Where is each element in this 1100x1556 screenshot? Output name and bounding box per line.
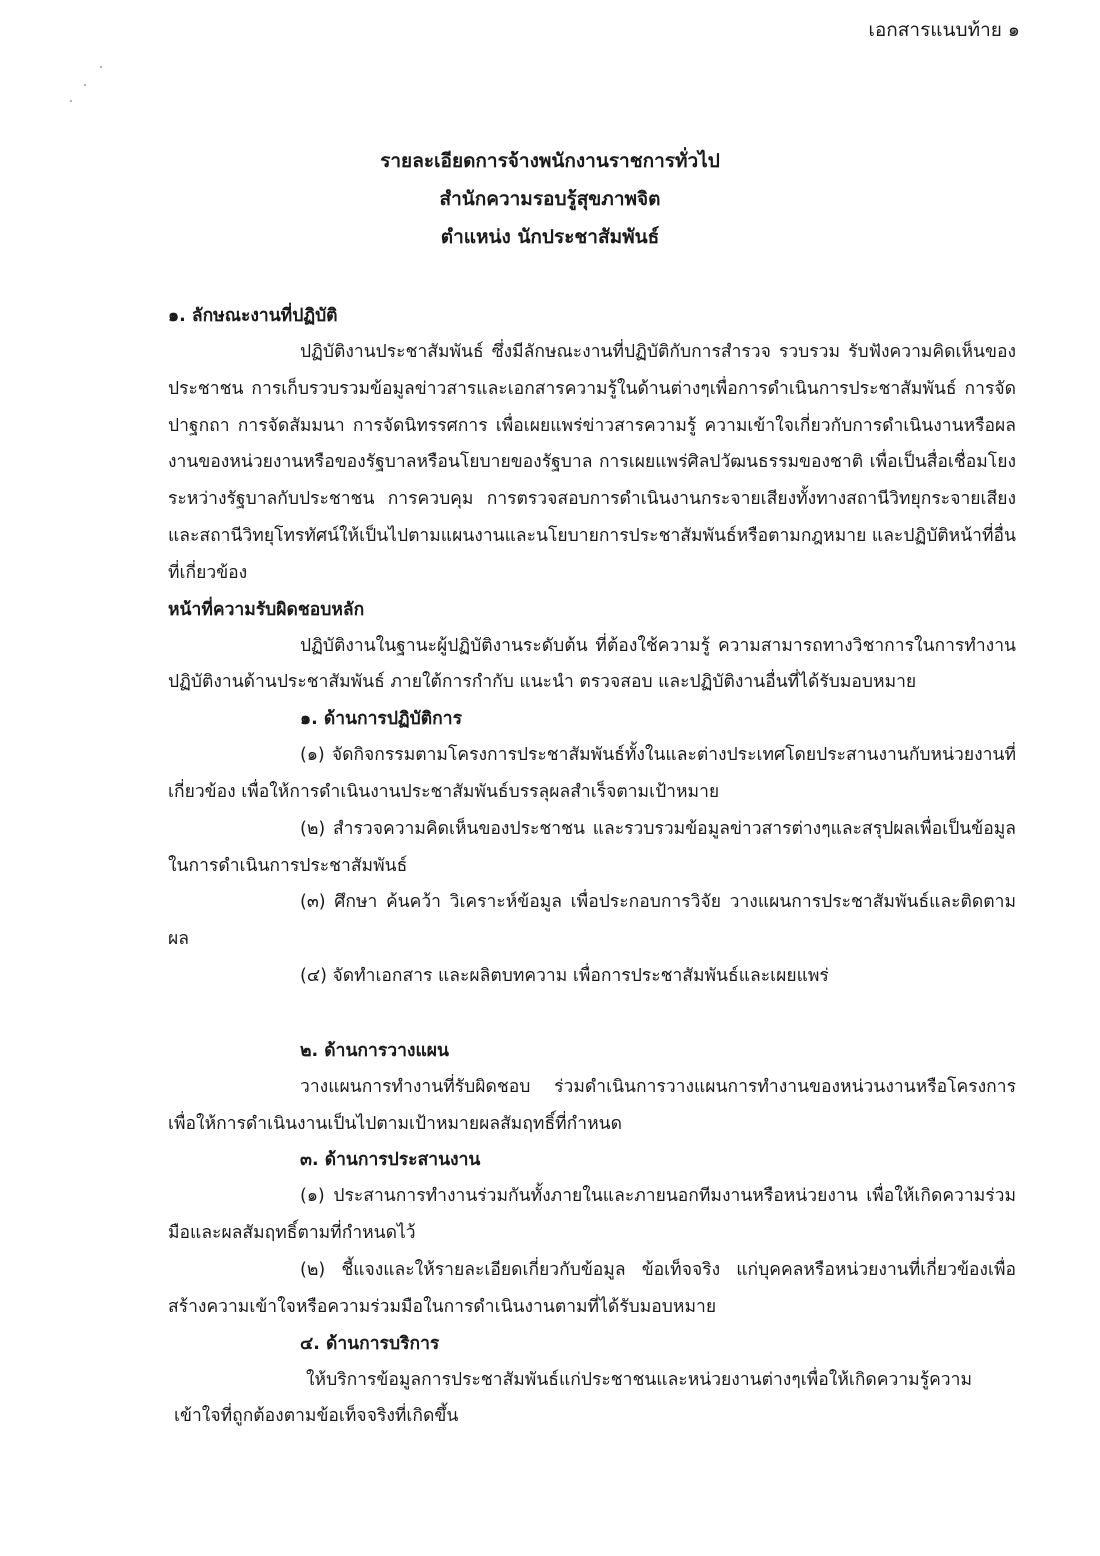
operations-item-2: (๒) สำรวจความคิดเห็นของประชาชน และรวบรวมข้อมูลข่าวสารต่างๆและสรุปผลเพื่อเป็นข้อมูล ในการดำเนินการประชาสัมพันธ์	[168, 818, 1016, 876]
subsection-heading-operations: ๑. ด้านการปฏิบัติการ	[300, 709, 462, 730]
subsection-heading-planning: ๒. ด้านการวางแผน	[300, 1040, 449, 1061]
operations-item-3: (๓) ศึกษา ค้นคว้า วิเคราะห์ข้อมูล เพื่อประกอบการวิจัย วางแผนการประชาสัมพันธ์และติดตามผล	[168, 892, 1016, 950]
document-body	[168, 298, 1016, 1435]
service-paragraph: ให้บริการข้อมูลการประชาสัมพันธ์แก่ประชาชนและหน่วยงานต่างๆเพื่อให้เกิดความรู้ความเข้าใจที่ถูกต้องตามข้อเท็จจริงที่เกิดขึ้น	[174, 1369, 972, 1427]
job-nature-paragraph: ปฏิบัติงานประชาสัมพันธ์ ซึ่งมีลักษณะงานที่ปฏิบัติกับการสำรวจ รวบรวม รับฟังความคิดเห็นของประชาชน การเก็บรวบรวมข้อมูลข่าวสารและเอกสารความรู้ในด้านต่างๆเพื่อการดำเนินการประชาสัมพันธ์ การจัดปาฐกถา การจัดสัมมนา การจัดนิทรรศการ เพื่อเผยแพร่ข่าวสารความรู้ ความเข้าใจเกี่ยวกับการดำเนินงานหรือผลงานของหน่วยงานหรือของรัฐบาลหรือนโยบายของรัฐบาล การเผยแพร่ศิลปวัฒนธรรมของชาติ เพื่อเป็นสื่อเชื่อมโยงระหว่างรัฐบาลกับประชาชน การควบคุม การตรวจสอบการดำเนินงานกระจายเสียงทั้งทางสถานีวิทยุกระจายเสียงและสถานีวิทยุโทรทัศน์ให้เป็นไปตามแผนงานและนโยบายการประชาสัมพันธ์หรือตามกฎหมาย และปฏิบัติหน้าที่อื่นที่เกี่ยวข้อง	[168, 342, 1016, 583]
section-heading-main-duties: หน้าที่ความรับผิดชอบหลัก	[168, 599, 365, 620]
operations-item-4: (๔) จัดทำเอกสาร และผลิตบทความ เพื่อการประชาสัมพันธ์และเผยแพร่	[300, 965, 829, 986]
title-line-2: สำนักความรอบรู้สุขภาพจิต	[439, 188, 661, 210]
document-title	[0, 142, 1100, 256]
subsection-heading-service: ๔. ด้านการบริการ	[300, 1333, 440, 1354]
title-line-1: รายละเอียดการจ้างพนักงานราชการทั่วไป	[380, 150, 720, 172]
subsection-heading-coordination: ๓. ด้านการประสานงาน	[300, 1150, 481, 1171]
title-line-3: ตำแหน่ง นักประชาสัมพันธ์	[440, 226, 660, 248]
operations-item-1: (๑) จัดกิจกรรมตามโครงการประชาสัมพันธ์ทั้งในและต่างประเทศโดยประสานงานกับหน่วยงานที่เกี่ยวข้อง เพื่อให้การดำเนินงานประชาสัมพันธ์บรรลุผลสำเร็จตามเป้าหมาย	[168, 745, 1016, 802]
section-heading-job-nature: ๑. ลักษณะงานที่ปฏิบัติ	[168, 306, 338, 326]
attachment-label: เอกสารแนบท้าย ๑	[868, 19, 1020, 41]
coordination-item-1: (๑) ประสานการทำงานร่วมกันทั้งภายในและภายนอกทีมงานหรือหน่วยงาน เพื่อให้เกิดความร่วมมือและผลสัมฤทธิ์ตามที่กำหนดไว้	[168, 1186, 1016, 1244]
planning-paragraph: วางแผนการทำงานที่รับผิดชอบ ร่วมดำเนินการวางแผนการทำงานของหน่วนงานหรือโครงการเพื่อให้การดำเนินงานเป็นไปตามเป้าหมายผลสัมฤทธิ์ที่กำหนด	[168, 1076, 1016, 1134]
main-duties-paragraph: ปฏิบัติงานในฐานะผู้ปฏิบัติงานระดับต้น ที่ต้องใช้ความรู้ ความสามารถทางวิชาการในการทำงานปฏิบัติงานด้านประชาสัมพันธ์ ภายใต้การกำกับ แนะนำ ตรวจสอบ และปฏิบัติงานอื่นที่ได้รับมอบหมาย	[168, 635, 1016, 693]
spacer	[168, 995, 1016, 1033]
coordination-item-2: (๒) ชี้แจงและให้รายละเอียดเกี่ยวกับข้อมูล ข้อเท็จจริง แก่บุคคลหรือหน่วยงานที่เกี่ยวข้องเพื่อสร้างความเข้าใจหรือความร่วมมือในการดำเนินงานตามที่ได้รับมอบหมาย	[168, 1259, 1016, 1317]
scan-specks	[80, 66, 110, 106]
